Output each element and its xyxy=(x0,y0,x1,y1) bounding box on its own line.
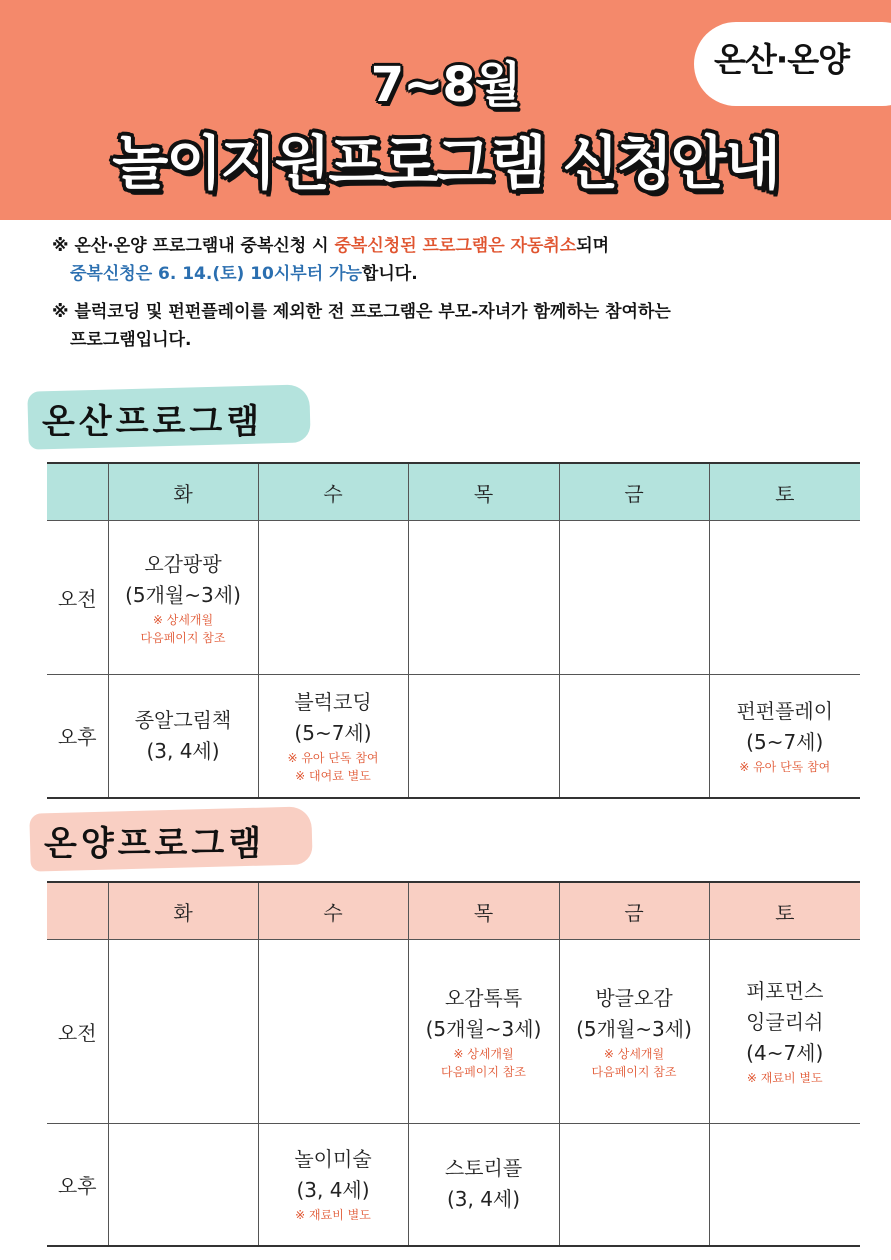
program-name: 방글오감 xyxy=(595,985,673,1010)
onsan-am-tue xyxy=(108,521,258,675)
onsan-schedule-table xyxy=(47,462,860,799)
program-age: (5개월~3세) xyxy=(425,1016,542,1041)
onyang-am-thu xyxy=(408,940,559,1124)
note-duplicate-suffix: 되며 xyxy=(576,236,610,256)
onsan-day-tue: 화 xyxy=(108,463,258,521)
onyang-am-fri xyxy=(559,940,709,1124)
program-name: 펀펀플레이 xyxy=(736,698,834,723)
program-name: 퍼포먼스 xyxy=(746,979,824,1003)
program-name: 오감팡팡 xyxy=(144,551,222,576)
note-participation-line1: ※ 블럭코딩 및 펀펀플레이를 제외한 전 프로그램은 부모-자녀가 함께하는 참여하는 xyxy=(52,302,671,322)
onyang-day-fri: 금 xyxy=(559,882,709,940)
onsan-pm-tue xyxy=(108,675,258,798)
onsan-am-sat xyxy=(709,521,860,675)
note-participation-line2: 프로그램입니다. xyxy=(70,330,192,350)
header-month: 7~8월 xyxy=(370,57,521,113)
program-age: (3, 4세) xyxy=(296,1178,370,1203)
onyang-header-row xyxy=(47,882,860,940)
onyang-pm-fri xyxy=(559,1124,709,1246)
onyang-header-blank xyxy=(47,882,108,940)
onsan-am-thu xyxy=(408,521,559,675)
program-name: 블럭코딩 xyxy=(294,689,372,714)
region-badge-label: 온산·온양 xyxy=(714,40,850,79)
onyang-section-title: 온양프로그램 xyxy=(44,824,266,864)
program-name-2: 잉글리쉬 xyxy=(746,1010,824,1034)
onyang-am-label: 오전 xyxy=(47,940,108,1124)
program-note: ※ 재료비 별도 xyxy=(746,1071,823,1085)
onsan-pm-fri xyxy=(559,675,709,798)
program-age: (5개월~3세) xyxy=(576,1016,692,1041)
onyang-pm-label: 오후 xyxy=(47,1124,108,1246)
onyang-am-tue xyxy=(108,940,258,1124)
program-age: (4~7세) xyxy=(746,1041,824,1065)
note-duplicate-end: 합니다. xyxy=(361,264,418,284)
program-age: (5~7세) xyxy=(294,720,372,745)
note-duplicate-red: 중복신청된 프로그램은 자동취소 xyxy=(334,236,577,256)
onyang-schedule-table xyxy=(47,881,860,1247)
program-note: 다음페이지 참조 xyxy=(591,1064,677,1079)
onsan-am-row xyxy=(47,521,860,675)
note-duplicate-blue: 중복신청은 6. 14.(토) 10시부터 가능 xyxy=(70,264,362,284)
onsan-day-fri: 금 xyxy=(559,463,709,521)
onsan-pm-label: 오후 xyxy=(47,675,108,798)
program-name: 오감톡톡 xyxy=(444,985,523,1010)
program-age: (5~7세) xyxy=(746,729,824,754)
program-note: 다음페이지 참조 xyxy=(140,630,226,645)
onsan-day-sat: 토 xyxy=(709,463,860,521)
onyang-pm-tue xyxy=(108,1124,258,1246)
onsan-day-thu: 목 xyxy=(408,463,559,521)
onsan-day-wed: 수 xyxy=(258,463,408,521)
onsan-pm-sat xyxy=(709,675,860,798)
onyang-day-sat: 토 xyxy=(709,882,860,940)
program-note: ※ 유아 단독 참여 xyxy=(287,750,379,765)
onyang-am-row xyxy=(47,940,860,1124)
note-duplicate-prefix: ※ 온산·온양 프로그램내 중복신청 시 xyxy=(52,236,335,256)
program-note: ※ 상세개월 xyxy=(453,1046,514,1061)
onsan-am-label: 오전 xyxy=(47,521,108,675)
program-note: ※ 대여료 별도 xyxy=(295,768,371,783)
program-name: 스토리플 xyxy=(444,1156,523,1181)
program-age: (5개월~3세) xyxy=(125,582,241,607)
header-title: 놀이지원프로그램 신청안내 xyxy=(112,129,779,197)
program-note: 다음페이지 참조 xyxy=(441,1064,526,1079)
onyang-pm-thu xyxy=(408,1124,559,1246)
onsan-am-fri xyxy=(559,521,709,675)
program-note: ※ 재료비 별도 xyxy=(295,1208,371,1223)
program-age: (3, 4세) xyxy=(146,738,220,763)
onsan-section-title: 온산프로그램 xyxy=(42,402,264,442)
onyang-pm-row xyxy=(47,1124,860,1246)
onyang-day-thu: 목 xyxy=(408,882,559,940)
onyang-am-wed xyxy=(258,940,408,1124)
onsan-am-wed xyxy=(258,521,408,675)
program-name: 종알그림책 xyxy=(134,707,232,732)
onsan-header-blank xyxy=(47,463,108,521)
program-note: ※ 상세개월 xyxy=(603,1046,665,1061)
program-name: 놀이미술 xyxy=(294,1147,372,1172)
onyang-day-wed: 수 xyxy=(258,882,408,940)
onsan-pm-wed xyxy=(258,675,408,798)
onyang-day-tue: 화 xyxy=(108,882,258,940)
onyang-am-sat xyxy=(709,940,860,1124)
onsan-pm-row xyxy=(47,675,860,798)
program-age: (3, 4세) xyxy=(446,1187,521,1212)
onyang-pm-wed xyxy=(258,1124,408,1246)
note-duplicate xyxy=(52,232,609,288)
onyang-pm-sat xyxy=(709,1124,860,1246)
onsan-header-row xyxy=(47,463,860,521)
note-participation xyxy=(52,298,671,354)
program-note: ※ 유아 단독 참여 xyxy=(739,759,831,774)
program-note: ※ 상세개월 xyxy=(152,612,214,627)
onsan-pm-thu xyxy=(408,675,559,798)
